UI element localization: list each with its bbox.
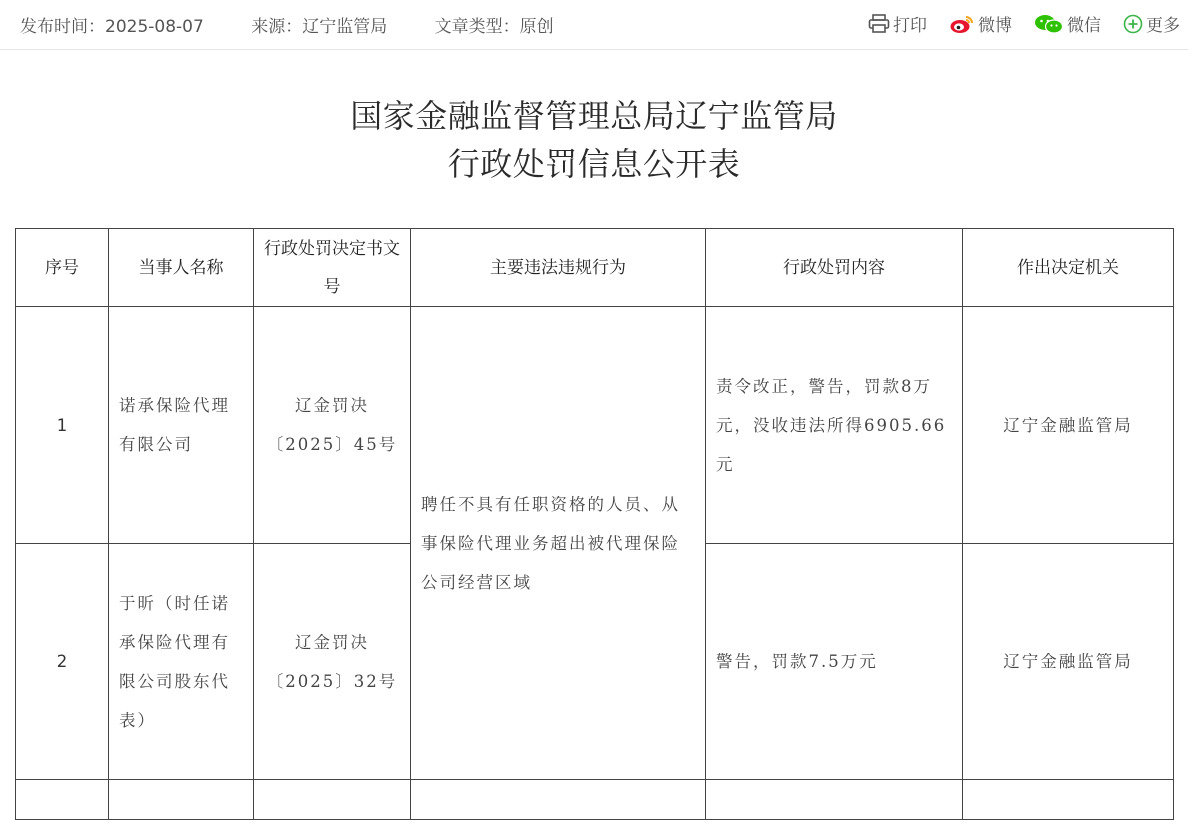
cell-empty [411,780,706,820]
cell-authority: 辽宁金融监管局 [963,544,1174,780]
cell-penalty: 责令改正，警告，罚款8万元，没收违法所得6905.66元 [706,307,963,544]
cell-penalty: 警告，罚款7.5万元 [706,544,963,780]
cell-seq: 1 [16,307,109,544]
weibo-icon [949,14,975,34]
print-label: 打印 [893,16,927,36]
cell-empty [254,780,411,820]
header-seq: 序号 [16,229,109,307]
weibo-label: 微博 [978,16,1012,36]
title-line-2: 行政处罚信息公开表 [447,145,741,183]
header-party: 当事人名称 [109,229,254,307]
document-title [0,92,1188,188]
cell-party: 诺承保险代理有限公司 [109,307,254,544]
header-violation: 主要违法违规行为 [411,229,706,307]
cell-empty [706,780,963,820]
cell-doc-no: 辽金罚决〔2025〕45号 [254,307,411,544]
weibo-share-button[interactable] [949,11,1012,36]
plus-circle-icon [1123,14,1143,34]
article-meta [20,12,596,37]
header-penalty: 行政处罚内容 [706,229,963,307]
table-row [16,307,1174,544]
cell-empty [109,780,254,820]
cell-authority: 辽宁金融监管局 [963,307,1174,544]
cell-party: 于昕（时任诺承保险代理有限公司股东代表） [109,544,254,780]
table-header-row [16,229,1174,307]
wechat-icon [1034,14,1064,34]
more-label: 更多 [1146,16,1180,36]
more-share-button[interactable] [1123,11,1180,36]
wechat-share-button[interactable] [1034,11,1101,36]
title-line-1: 国家金融监督管理总局辽宁监管局 [350,97,838,135]
cell-empty [963,780,1174,820]
penalty-table [15,228,1174,820]
cell-violation: 聘任不具有任职资格的人员、从事保险代理业务超出被代理保险公司经营区域 [411,307,706,780]
article-meta-bar [0,0,1188,50]
publish-time: 发布时间：2025-08-07 [20,17,204,37]
header-authority: 作出决定机关 [963,229,1174,307]
table-row-partial [16,780,1174,820]
wechat-label: 微信 [1067,16,1101,36]
cell-seq: 2 [16,544,109,780]
cell-empty [16,780,109,820]
printer-icon [868,14,890,34]
source: 来源：辽宁监管局 [251,17,388,37]
header-doc-no: 行政处罚决定书文号 [254,229,411,307]
share-bar [868,11,1180,36]
article-type: 文章类型：原创 [434,17,554,37]
print-button[interactable] [868,11,927,36]
cell-doc-no: 辽金罚决〔2025〕32号 [254,544,411,780]
